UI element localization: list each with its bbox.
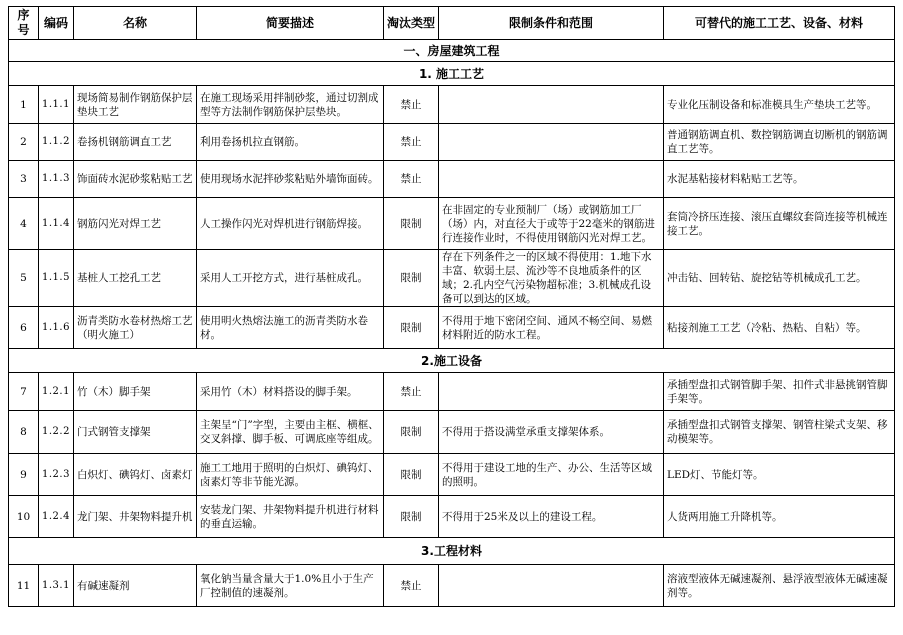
row-desc: 氧化钠当量含量大于1.0%且小于生产厂控制值的速凝剂。 xyxy=(197,565,384,607)
row-type: 禁止 xyxy=(384,373,439,411)
table-row xyxy=(9,86,895,124)
row-type: 禁止 xyxy=(384,124,439,161)
row-name: 现场简易制作钢筋保护层垫块工艺 xyxy=(74,86,197,124)
row-name: 饰面砖水泥砂浆粘贴工艺 xyxy=(74,161,197,198)
row-name: 门式钢管支撑架 xyxy=(74,411,197,454)
section-title: 一、房屋建筑工程 xyxy=(9,40,895,62)
header-row xyxy=(9,7,895,40)
row-no: 6 xyxy=(9,307,39,349)
header-limit: 限制条件和范围 xyxy=(439,7,664,40)
row-code: 1.2.2 xyxy=(39,411,74,454)
row-desc: 施工工地用于照明的白炽灯、碘钨灯、卤素灯等非节能光源。 xyxy=(197,454,384,496)
row-name: 竹（木）脚手架 xyxy=(74,373,197,411)
row-no: 1 xyxy=(9,86,39,124)
row-limit: 不得用于地下密闭空间、通风不畅空间、易燃材料附近的防水工程。 xyxy=(439,307,664,349)
regulation-table xyxy=(8,6,895,607)
row-alt: 承插型盘扣式钢管脚手架、扣件式非悬挑钢管脚手架等。 xyxy=(664,373,895,411)
table-row xyxy=(9,496,895,538)
header-alt: 可替代的施工工艺、设备、材料 xyxy=(664,7,895,40)
subsection-row xyxy=(9,538,895,565)
row-alt: 专业化压制设备和标准模具生产垫块工艺等。 xyxy=(664,86,895,124)
row-code: 1.2.3 xyxy=(39,454,74,496)
row-name: 卷扬机钢筋调直工艺 xyxy=(74,124,197,161)
table-row xyxy=(9,411,895,454)
row-alt: 人货两用施工升降机等。 xyxy=(664,496,895,538)
row-type: 限制 xyxy=(384,411,439,454)
row-no: 3 xyxy=(9,161,39,198)
row-type: 禁止 xyxy=(384,86,439,124)
subsection-row xyxy=(9,62,895,86)
row-code: 1.1.2 xyxy=(39,124,74,161)
table-row xyxy=(9,307,895,349)
header-code: 编码 xyxy=(39,7,74,40)
row-desc: 使用现场水泥拌砂浆粘贴外墙饰面砖。 xyxy=(197,161,384,198)
row-code: 1.1.1 xyxy=(39,86,74,124)
row-limit: 存在下列条件之一的区域不得使用：1.地下水丰富、软弱土层、流沙等不良地质条件的区域；2.孔内空气污染物超标准；3.机械成孔设备可以到达的区域。 xyxy=(439,250,664,307)
subsection-row xyxy=(9,349,895,373)
row-desc: 人工操作闪光对焊机进行钢筋焊接。 xyxy=(197,198,384,250)
row-code: 1.1.4 xyxy=(39,198,74,250)
row-type: 禁止 xyxy=(384,161,439,198)
row-no: 9 xyxy=(9,454,39,496)
row-no: 5 xyxy=(9,250,39,307)
row-desc: 采用竹（木）材料搭设的脚手架。 xyxy=(197,373,384,411)
row-limit: 不得用于25米及以上的建设工程。 xyxy=(439,496,664,538)
row-no: 11 xyxy=(9,565,39,607)
header-no: 序号 xyxy=(9,7,39,40)
row-alt: 溶液型液体无碱速凝剂、悬浮液型液体无碱速凝剂等。 xyxy=(664,565,895,607)
row-no: 2 xyxy=(9,124,39,161)
row-type: 限制 xyxy=(384,496,439,538)
row-limit: 不得用于搭设满堂承重支撑架体系。 xyxy=(439,411,664,454)
subsection-title-process: 1. 施工工艺 xyxy=(9,62,895,86)
subsection-title-materials: 3.工程材料 xyxy=(9,538,895,565)
row-limit xyxy=(439,86,664,124)
row-no: 8 xyxy=(9,411,39,454)
row-type: 禁止 xyxy=(384,565,439,607)
row-no: 7 xyxy=(9,373,39,411)
row-code: 1.1.3 xyxy=(39,161,74,198)
row-type: 限制 xyxy=(384,307,439,349)
table-row xyxy=(9,161,895,198)
row-limit xyxy=(439,565,664,607)
row-code: 1.2.1 xyxy=(39,373,74,411)
row-limit xyxy=(439,161,664,198)
section-row xyxy=(9,40,895,62)
table-row xyxy=(9,454,895,496)
header-name: 名称 xyxy=(74,7,197,40)
row-alt: 承插型盘扣式钢管支撑架、钢管柱梁式支架、移动模架等。 xyxy=(664,411,895,454)
row-no: 10 xyxy=(9,496,39,538)
row-name: 白炽灯、碘钨灯、卤素灯 xyxy=(74,454,197,496)
row-name: 沥青类防水卷材热熔工艺（明火施工） xyxy=(74,307,197,349)
row-code: 1.3.1 xyxy=(39,565,74,607)
row-alt: 粘接剂施工工艺（冷粘、热粘、自粘）等。 xyxy=(664,307,895,349)
header-desc: 简要描述 xyxy=(197,7,384,40)
row-name: 基桩人工挖孔工艺 xyxy=(74,250,197,307)
row-desc: 采用人工开挖方式，进行基桩成孔。 xyxy=(197,250,384,307)
row-alt: 套筒冷挤压连接、滚压直螺纹套筒连接等机械连接工艺。 xyxy=(664,198,895,250)
row-alt: 水泥基粘接材料粘贴工艺等。 xyxy=(664,161,895,198)
row-limit: 在非固定的专业预制厂（场）或钢筋加工厂（场）内，对直径大于或等于22毫米的钢筋进行连接作业时，不得使用钢筋闪光对焊工艺。 xyxy=(439,198,664,250)
row-type: 限制 xyxy=(384,250,439,307)
row-code: 1.2.4 xyxy=(39,496,74,538)
row-type: 限制 xyxy=(384,454,439,496)
row-no: 4 xyxy=(9,198,39,250)
row-desc: 使用明火热熔法施工的沥青类防水卷材。 xyxy=(197,307,384,349)
regulation-table-sheet xyxy=(8,6,895,607)
row-alt: LED灯、节能灯等。 xyxy=(664,454,895,496)
table-row xyxy=(9,124,895,161)
subsection-title-equipment: 2.施工设备 xyxy=(9,349,895,373)
row-name: 有碱速凝剂 xyxy=(74,565,197,607)
row-code: 1.1.6 xyxy=(39,307,74,349)
row-desc: 主架呈“门”字型，主要由主框、横框、交叉斜撑、脚手板、可调底座等组成。 xyxy=(197,411,384,454)
row-type: 限制 xyxy=(384,198,439,250)
table-row xyxy=(9,373,895,411)
table-row xyxy=(9,565,895,607)
row-desc: 利用卷扬机拉直钢筋。 xyxy=(197,124,384,161)
row-limit: 不得用于建设工地的生产、办公、生活等区域的照明。 xyxy=(439,454,664,496)
row-name: 钢筋闪光对焊工艺 xyxy=(74,198,197,250)
row-alt: 冲击钻、回转钻、旋挖钻等机械成孔工艺。 xyxy=(664,250,895,307)
row-limit xyxy=(439,124,664,161)
row-desc: 在施工现场采用拌制砂浆，通过切割成型等方法制作钢筋保护层垫块。 xyxy=(197,86,384,124)
table-row xyxy=(9,198,895,250)
table-row xyxy=(9,250,895,307)
row-alt: 普通钢筋调直机、数控钢筋调直切断机的钢筋调直工艺等。 xyxy=(664,124,895,161)
row-limit xyxy=(439,373,664,411)
row-desc: 安装龙门架、井架物料提升机进行材料的垂直运输。 xyxy=(197,496,384,538)
row-name: 龙门架、井架物料提升机 xyxy=(74,496,197,538)
header-type: 淘汰类型 xyxy=(384,7,439,40)
row-code: 1.1.5 xyxy=(39,250,74,307)
